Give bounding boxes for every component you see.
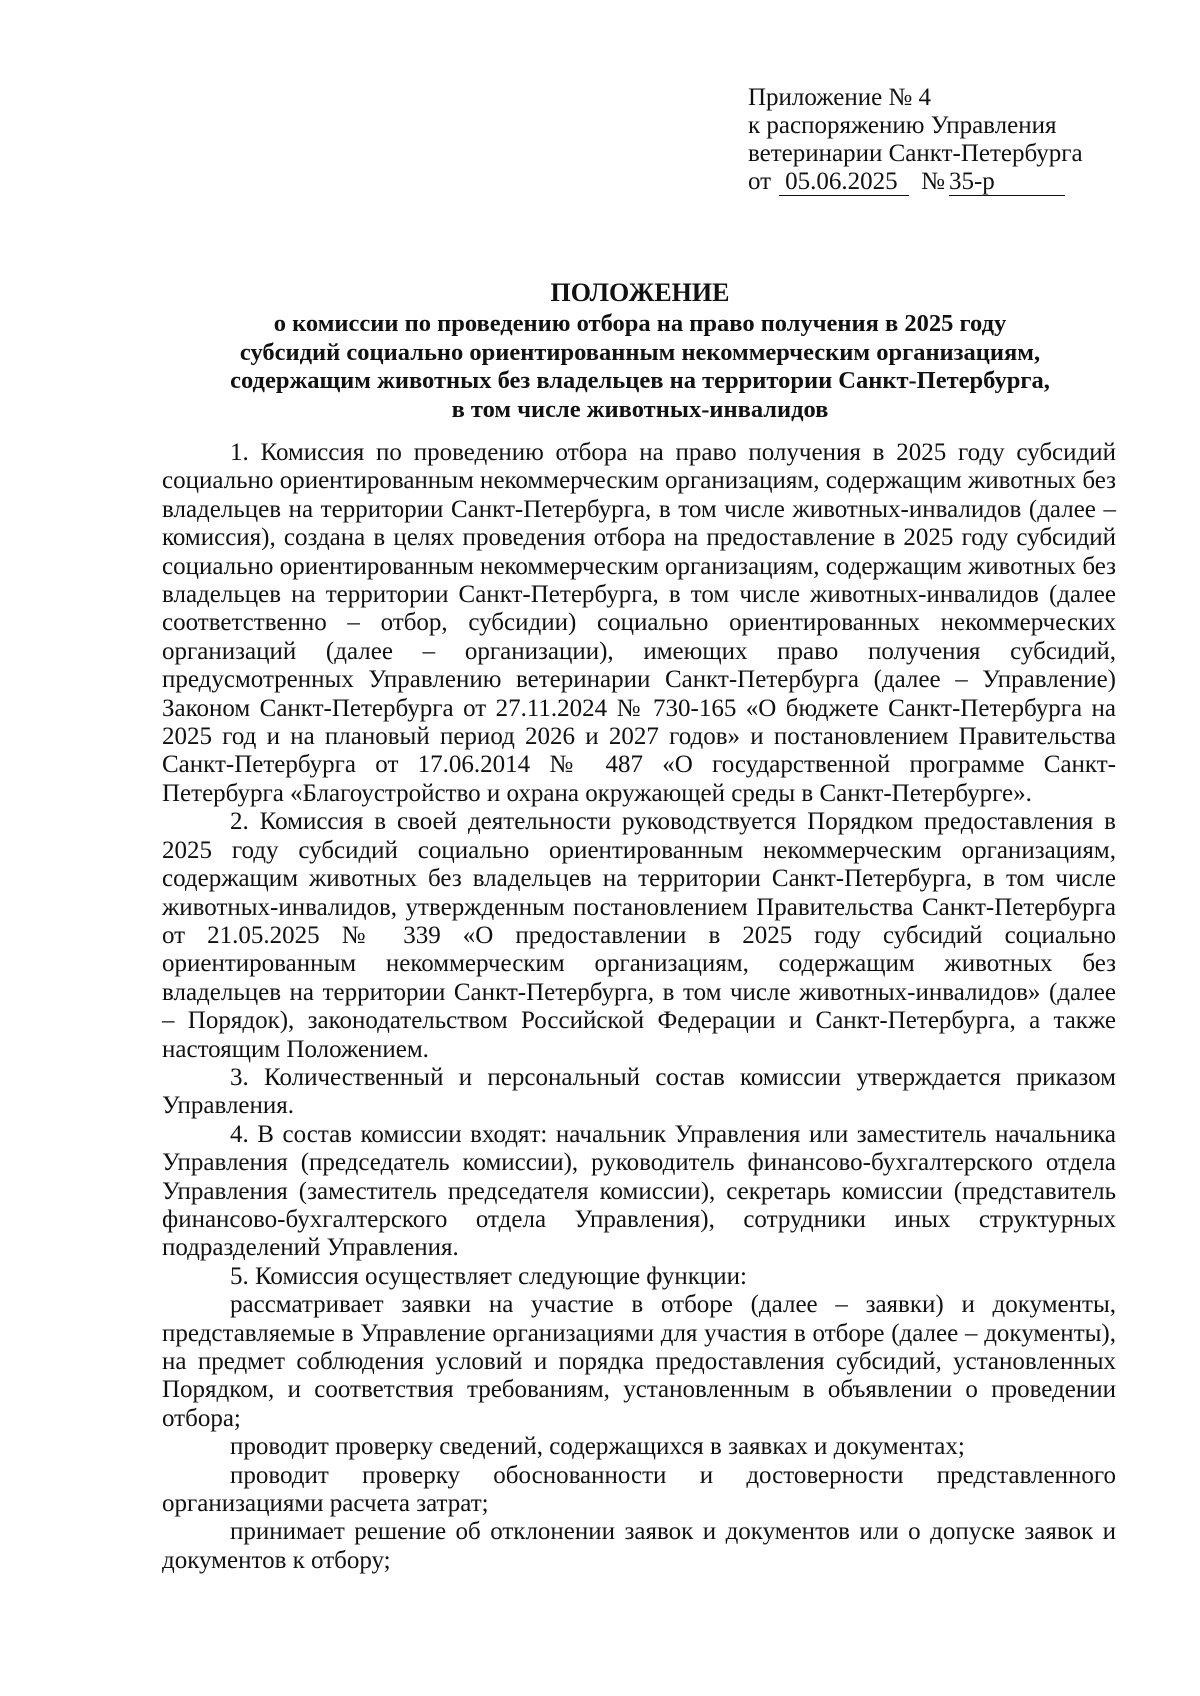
document-subtitle bbox=[160, 310, 1120, 424]
document-body bbox=[162, 439, 1116, 1575]
subtitle-line: о комиссии по проведению отбора на право получения в 2025 году bbox=[273, 310, 1007, 337]
paragraph-4: 4. В состав комиссии входят: начальник Управления или заместитель начальника Управления (председатель комиссии), руководитель финансово-бухгалтерского отдела Управления (заместитель председателя комиссии), секретарь комиссии (представитель финансово-бухгалтерского отдела Управления), сотрудники иных структурных подразделений Управления. bbox=[162, 1120, 1116, 1262]
paragraph-5: 5. Комиссия осуществляет следующие функции: bbox=[230, 1262, 747, 1290]
annex-header bbox=[748, 84, 1088, 196]
annex-number: Приложение № 4 bbox=[748, 84, 932, 111]
order-date: 05.06.2025 bbox=[779, 170, 909, 196]
document-title-block bbox=[160, 278, 1120, 424]
function-item-verify-info: проводит проверку сведений, содержащихся в заявках и документах; bbox=[230, 1433, 965, 1461]
paragraph-1: 1. Комиссия по проведению отбора на право получения в 2025 году субсидий социально ориентированным некоммерческим организациям, содержащим животных без владельцев на территории Санкт-Петербурга, в том числе животных-инвалидов (далее – комиссия), создана в целях проведения отбора на предоставление в 2025 году субсидий социально ориентированным некоммерческим организациям, содержащим животных без владельцев на территории Санкт-Петербурга, в том числе животных-инвалидов (далее соответственно – отбор, субсидии) социально ориентированных некоммерческих организаций (далее – организации), имеющих право получения субсидий, предусмотренных Управлению ветеринарии Санкт-Петербурга (далее – Управление) Законом Санкт-Петербурга от 27.11.2024 № 730-165 «О бюджете Санкт-Петербурга на 2025 год и на плановый период 2026 и 2027 годов» и постановлением Правительства Санкт-Петербурга от 17.06.2014 № 487 «О государственной программе Санкт-Петербурга «Благоустройство и охрана окружающей среды в Санкт-Петербурге». bbox=[162, 439, 1116, 807]
document-title: ПОЛОЖЕНИЕ bbox=[550, 278, 730, 307]
subtitle-line: субсидий социально ориентированным некоммерческим организациям, bbox=[239, 338, 1041, 366]
number-sign: № bbox=[921, 168, 945, 195]
subtitle-line: содержащим животных без владельцев на территории Санкт-Петербурга, bbox=[230, 367, 1050, 395]
date-prefix: от bbox=[748, 168, 772, 195]
subtitle-line: в том числе животных-инвалидов bbox=[451, 395, 829, 423]
paragraph-2: 2. Комиссия в своей деятельности руководствуется Порядком предоставления в 2025 году субсидий социально ориентированным некоммерческим организациям, содержащим животных без владельцев на территории Санкт-Петербурга, в том числе животных-инвалидов, утвержденным постановлением Правительства Санкт-Петербурга от 21.05.2025 № 339 «О предоставлении в 2025 году субсидий социально ориентированным некоммерческим организациям, содержащим животных без владельцев на территории Санкт-Петербурга, в том числе животных-инвалидов» (далее – Порядок), законодательством Российской Федерации и Санкт-Петербурга, а также настоящим Положением. bbox=[162, 808, 1116, 1063]
function-item-decision: принимает решение об отклонении заявок и документов или о допуске заявок и документов к отбору; bbox=[162, 1518, 1116, 1574]
annex-authority: ветеринарии Санкт-Петербурга bbox=[748, 140, 1083, 167]
order-number: 35-р bbox=[949, 170, 1065, 196]
annex-date-number bbox=[748, 168, 1088, 196]
function-item-verify-costs: проводит проверку обоснованности и достоверности представленного организациями расчета затрат; bbox=[162, 1461, 1116, 1518]
annex-reference: к распоряжению Управления bbox=[748, 112, 1057, 139]
function-item-review: рассматривает заявки на участие в отборе (далее – заявки) и документы, представляемые в Управление организациями для участия в отборе (далее – документы), на предмет соблюдения условий и порядка предоставления субсидий, установленных Порядком, и соответствия требованиям, установленным в объявлении о проведении отбора; bbox=[162, 1291, 1116, 1432]
paragraph-3: 3. Количественный и персональный состав комиссии утверждается приказом Управления. bbox=[162, 1063, 1116, 1120]
